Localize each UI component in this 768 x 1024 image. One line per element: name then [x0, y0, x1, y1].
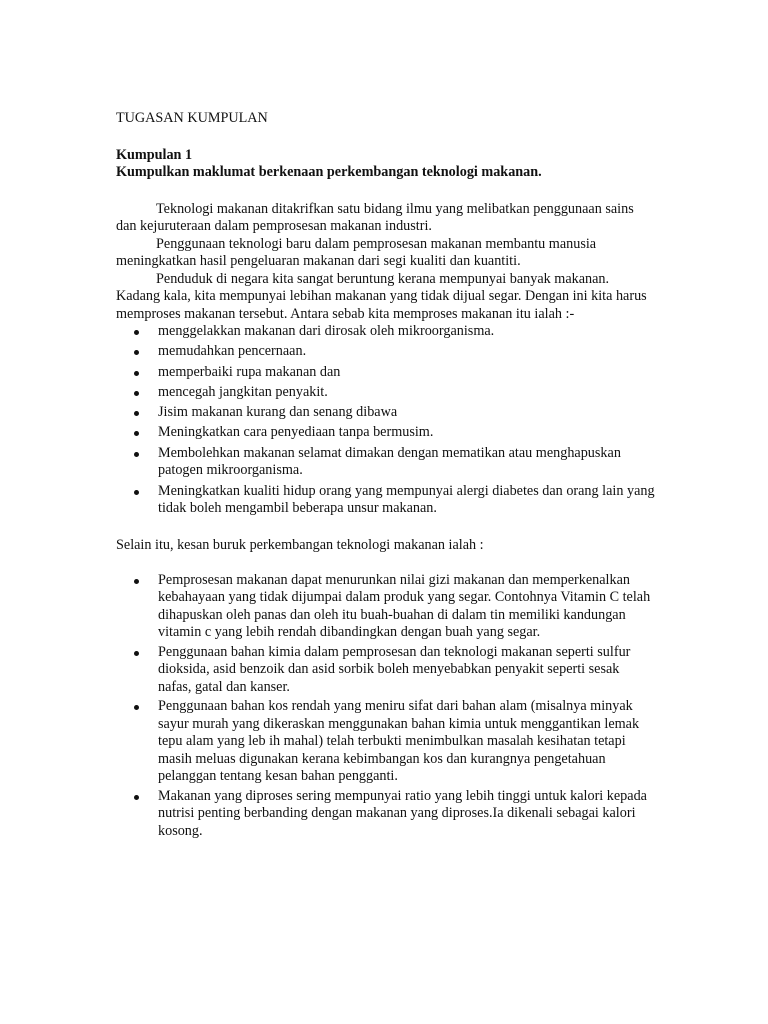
bullet-icon: [134, 391, 139, 396]
paragraph-definition: Teknologi makanan ditakrifkan satu bidang ilmu yang melibatkan penggunaan sains dan kejuruteraan dalam pemprosesan makanan industri.: [116, 200, 634, 234]
list-item: [116, 323, 656, 341]
list-item: [116, 364, 656, 382]
list-item-text: Penggunaan bahan kimia dalam pemprosesan dan teknologi makanan seperti sulfur dioksida, asid benzoik dan asid sorbik boleh menyebabkan penyakit seperti sesak nafas, gatal dan kanser.: [158, 643, 631, 695]
bullet-icon: [134, 579, 139, 584]
list-item: [116, 698, 656, 786]
spacer: [116, 182, 656, 201]
negatives-intro: Selain itu, kesan buruk perkembangan teknologi makanan ialah :: [116, 537, 484, 554]
bullet-icon: [134, 452, 139, 457]
paragraph-new-technology: Penggunaan teknologi baru dalam pemprosesan makanan membantu manusia meningkatkan hasil pengeluaran makanan dari segi kualiti dan kuantiti.: [116, 235, 597, 269]
list-item-text: Meningkatkan cara penyediaan tanpa bermusim.: [158, 424, 434, 441]
list-item-text: Membolehkan makanan selamat dimakan dengan mematikan atau menghapuskan patogen mikroorganisma.: [158, 444, 621, 479]
paragraph-food-processing-reasons: Penduduk di negara kita sangat beruntung kerana mempunyai banyak makanan. Kadang kala, kita mempunyai lebihan makanan yang tidak dijual segar. Dengan ini kita harus memproses makanan tersebut. Antara sebab kita memproses makanan itu ialah :-: [116, 270, 647, 322]
list-item-text: Penggunaan bahan kos rendah yang meniru sifat dari bahan alam (misalnya minyak sayur murah yang dikeraskan menggunakan bahan kimia untuk menggantikan lemak tepu alam yang leb ih mahal) telah terbukti menimbulkan masalah kesihatan tetapi masih meluas digunakan kerana kebimbangan kos dan kurangnya pengetahuan pelanggan tentang kesan bahan pengganti.: [158, 698, 640, 785]
spacer: [116, 555, 656, 572]
spacer: [116, 520, 656, 537]
list-item: [116, 404, 656, 422]
bullet-icon: [134, 651, 139, 656]
list-item-text: Makanan yang diproses sering mempunyai ratio yang lebih tinggi untuk kalori kepada nutrisi penting berbanding dengan makanan yang diproses.Ia dikenali sebagai kalori kosong.: [158, 787, 647, 839]
list-item: [116, 343, 656, 361]
list-item-text: mencegah jangkitan penyakit.: [158, 383, 328, 400]
list-item: [116, 424, 656, 442]
spacer: [116, 128, 656, 147]
bullet-icon: [134, 371, 139, 376]
bullet-icon: [134, 431, 139, 436]
bullet-icon: [134, 490, 139, 495]
list-item-text: memperbaiki rupa makanan dan: [158, 363, 341, 380]
reasons-list: [116, 323, 656, 518]
bullet-icon: [134, 411, 139, 416]
list-item-text: Jisim makanan kurang dan senang dibawa: [158, 404, 398, 421]
document-page: [116, 110, 656, 842]
group-task: Kumpulkan maklumat berkenaan perkembangan teknologi makanan.: [116, 164, 542, 180]
list-item: [116, 788, 656, 841]
list-item: [116, 483, 656, 518]
group-label: Kumpulan 1: [116, 146, 193, 163]
bullet-icon: [134, 350, 139, 355]
list-item: [116, 445, 656, 480]
document-title: TUGASAN KUMPULAN: [116, 110, 268, 126]
list-item: [116, 384, 656, 402]
list-item-text: menggelakkan makanan dari dirosak oleh mikroorganisma.: [158, 323, 495, 339]
list-item: [116, 572, 656, 642]
list-item-text: memudahkan pencernaan.: [158, 343, 307, 360]
bullet-icon: [134, 330, 139, 335]
list-item-text: Meningkatkan kualiti hidup orang yang mempunyai alergi diabetes dan orang lain yang tidak boleh mengambil beberapa unsur makanan.: [158, 482, 655, 517]
bullet-icon: [134, 705, 139, 710]
list-item-text: Pemprosesan makanan dapat menurunkan nilai gizi makanan dan memperkenalkan kebahayaan yang tidak dijumpai dalam produk yang segar. Contohnya Vitamin C telah dihapuskan oleh panas dan oleh itu buah-buahan di dalam tin memiliki kandungan vitamin c yang lebih rendah dibandingkan dengan buah yang segar.: [158, 571, 651, 641]
bullet-icon: [134, 795, 139, 800]
negatives-list: [116, 572, 656, 841]
list-item: [116, 644, 656, 697]
